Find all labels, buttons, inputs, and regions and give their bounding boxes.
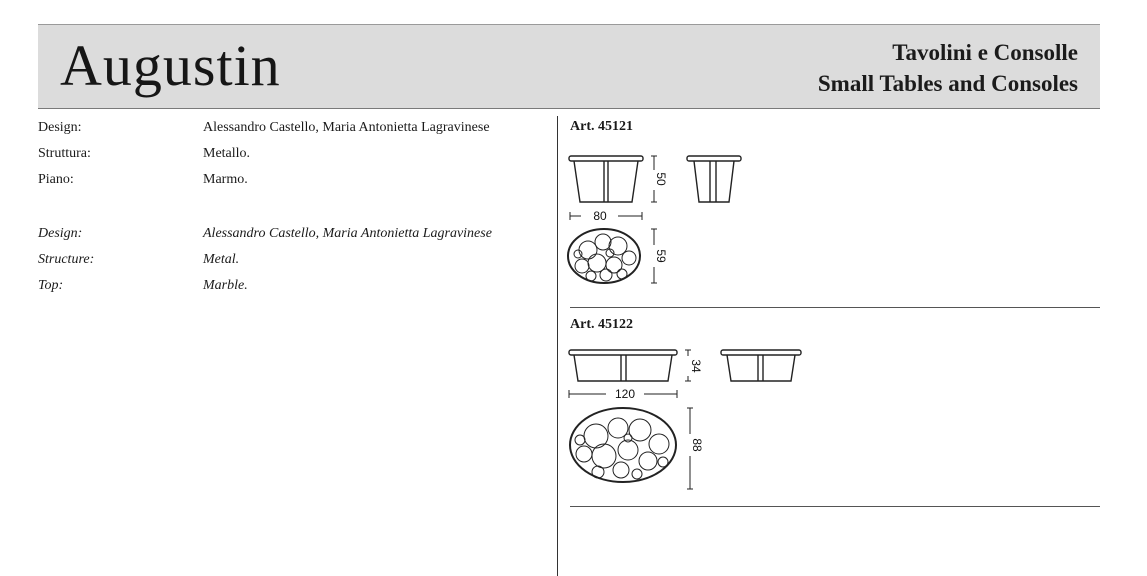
spec-label: Structure: — [38, 252, 95, 267]
dimension-height: 34 — [688, 359, 703, 373]
article-separator — [570, 307, 1100, 308]
brand-title: Augustin — [60, 33, 281, 98]
article-45122-drawing — [566, 344, 826, 494]
dimension-width: 120 — [614, 387, 636, 401]
spec-value: Metallo. — [203, 146, 251, 161]
table-top-plan — [568, 229, 640, 283]
table-body-front — [574, 355, 672, 381]
table-top-front — [569, 350, 677, 355]
table-top-side — [721, 350, 801, 355]
spec-label: Struttura: — [38, 146, 91, 161]
category-title — [818, 37, 1078, 99]
dimension-height: 50 — [653, 172, 668, 186]
spec-value: Marble. — [203, 278, 248, 293]
specifications — [38, 116, 538, 300]
spec-value: Marmo. — [203, 172, 248, 187]
article-45121-drawing — [566, 150, 786, 290]
table-body-front — [574, 161, 638, 202]
table-top-side — [687, 156, 741, 161]
dimension-depth: 59 — [653, 249, 668, 263]
spec-value: Alessandro Castello, Maria Antonietta Lagravinese — [203, 226, 492, 241]
spec-label: Top: — [38, 278, 64, 293]
spec-value: Metal. — [203, 252, 240, 267]
table-body-side — [727, 355, 795, 381]
table-body-side — [694, 161, 734, 202]
spec-label: Design: — [38, 226, 83, 241]
spec-value: Alessandro Castello, Maria Antonietta Lagravinese — [203, 120, 490, 135]
category-italian: Tavolini e Consolle — [892, 40, 1078, 65]
category-english: Small Tables and Consoles — [817, 71, 1078, 96]
spec-label: Design: — [38, 120, 82, 135]
spec-label: Piano: — [38, 172, 74, 187]
spec-row-top — [38, 274, 538, 300]
dimension-width: 80 — [593, 209, 607, 223]
column-divider — [557, 116, 558, 576]
article-separator — [570, 506, 1100, 507]
article-title: Art. 45121 — [570, 119, 633, 134]
spec-row-struttura — [38, 142, 538, 168]
article-title: Art. 45122 — [570, 317, 633, 332]
spec-row-design-it — [38, 116, 538, 142]
header-banner — [38, 24, 1100, 109]
spec-row-structure — [38, 248, 538, 274]
spec-row-piano — [38, 168, 538, 194]
table-top-front — [569, 156, 643, 161]
spec-row-design-en — [38, 222, 538, 248]
dimension-depth: 88 — [689, 438, 704, 452]
